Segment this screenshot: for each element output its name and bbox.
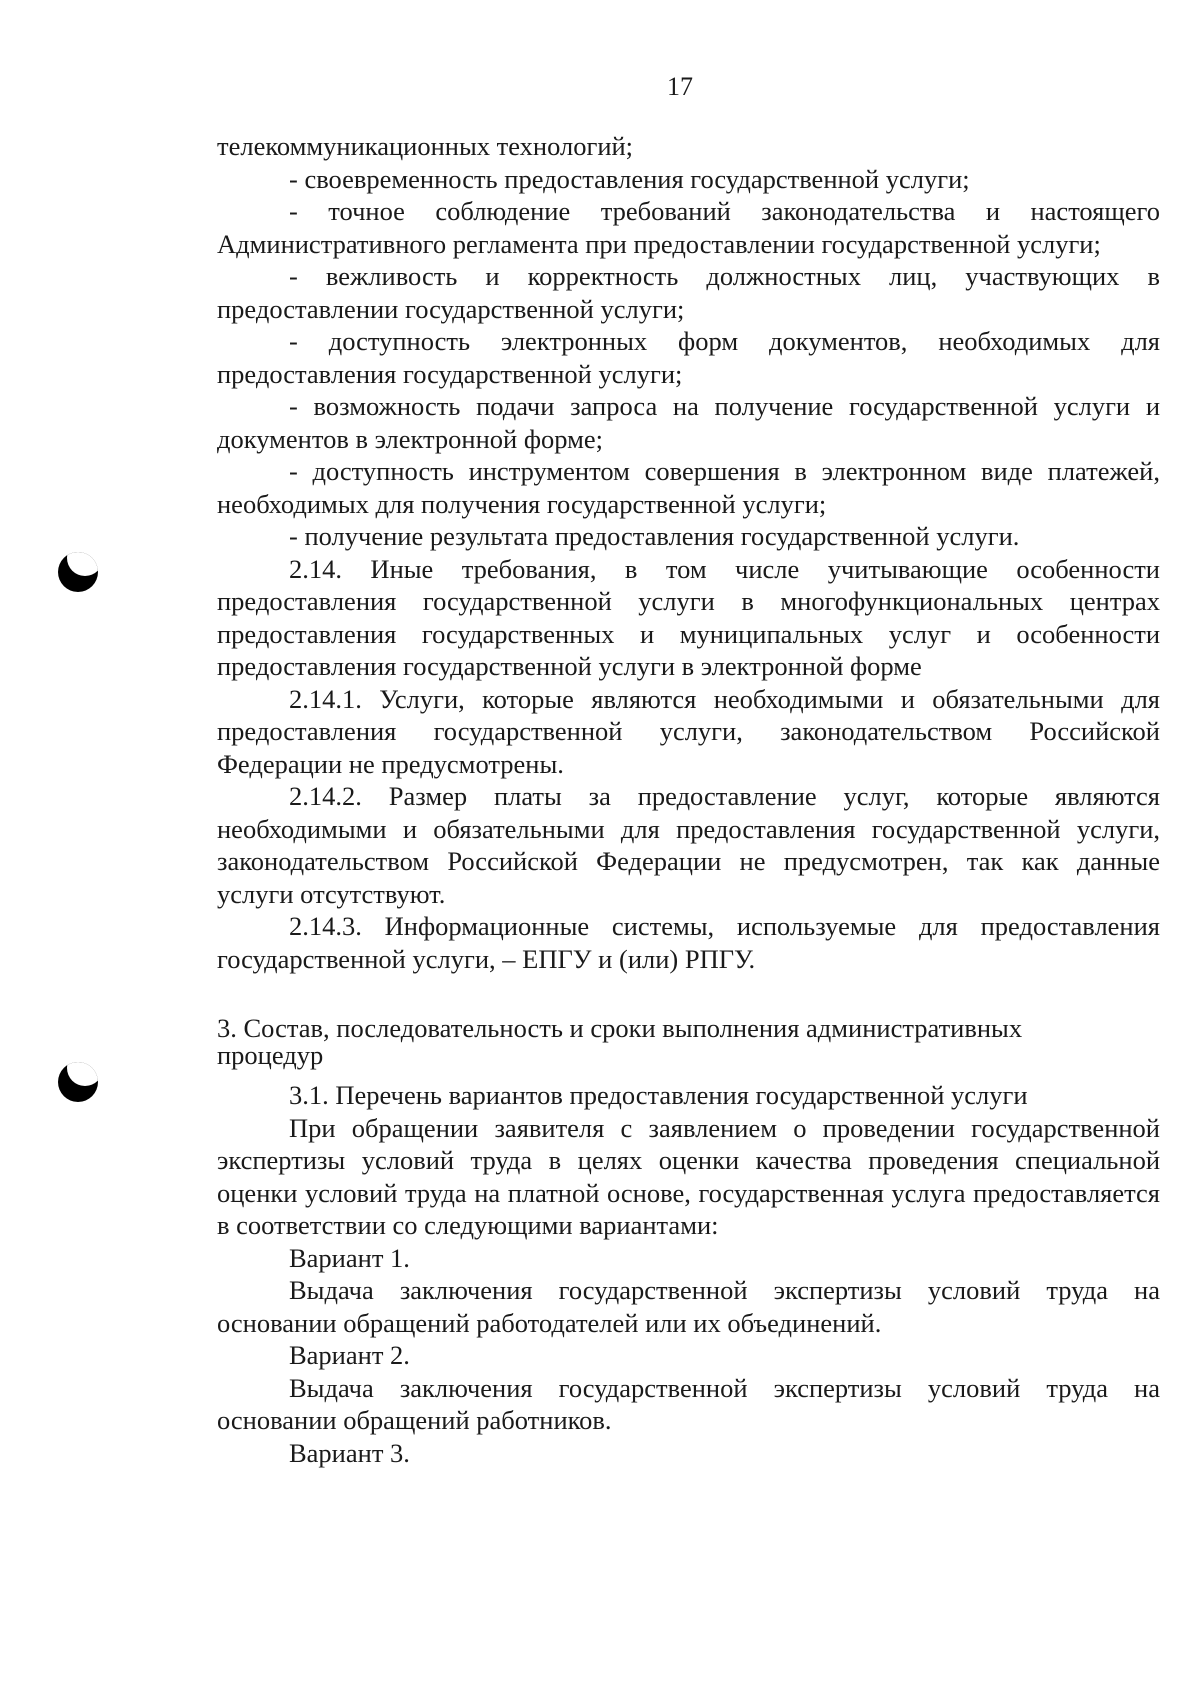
paragraph: - получение результата предоставления государственной услуги. bbox=[289, 521, 1020, 551]
paragraph: - доступность инструментом совершения в электронном виде платежей, необходимых для получения государственной услуги; bbox=[217, 456, 1160, 519]
section-heading: 3. Состав, последовательность и сроки выполнения административных процедур bbox=[217, 1013, 1023, 1070]
paragraph: - доступность электронных форм документов, необходимых для предоставления государственной услуги; bbox=[217, 326, 1160, 389]
paragraph: 2.14.1. Услуги, которые являются необходимыми и обязательными для предоставления государственной услуги, законодательством Российской Федерации не предусмотрены. bbox=[217, 683, 1160, 779]
paragraph: Выдача заключения государственной экспертизы условий труда на основании обращений работников. bbox=[217, 1372, 1160, 1435]
binder-hole-mark bbox=[58, 552, 98, 592]
paragraph: При обращении заявителя с заявлением о проведении государственной экспертизы условий труда в целях оценки качества проведения специальной оценки условий труда на платной основе, государственная услуга предоставляется в соответствии со следующими вариантами: bbox=[217, 1112, 1160, 1240]
paragraph-list-top bbox=[217, 130, 1160, 975]
paragraph: Вариант 3. bbox=[289, 1437, 410, 1468]
paragraph: телекоммуникационных технологий; bbox=[217, 131, 634, 161]
paragraph: Вариант 2. bbox=[289, 1340, 410, 1370]
paragraph: - вежливость и корректность должностных лиц, участвующих в предоставлении государственной услуги; bbox=[217, 261, 1160, 324]
paragraph: - возможность подачи запроса на получение государственной услуги и документов в электронной форме; bbox=[217, 391, 1160, 454]
paragraph: Выдача заключения государственной экспертизы условий труда на основании обращений работодателей или их объединений. bbox=[217, 1275, 1160, 1338]
paragraph: 2.14.2. Размер платы за предоставление услуг, которые являются необходимыми и обязательными для предоставления государственной услуги, законодательством Российской Федерации не предусмотрен, так как данные услуги отсутствуют. bbox=[217, 781, 1160, 909]
paragraph: 2.14. Иные требования, в том числе учитывающие особенности предоставления государственной услуги в многофункциональных центрах предоставления государственных и муниципальных услуг и особенности предоставления государственной услуги в электронной форме bbox=[217, 553, 1160, 681]
paragraph: 3.1. Перечень вариантов предоставления государственной услуги bbox=[289, 1080, 1028, 1110]
paragraph: - своевременность предоставления государственной услуги; bbox=[289, 163, 970, 194]
paragraph: Вариант 1. bbox=[289, 1242, 410, 1273]
paragraph: - точное соблюдение требований законодательства и настоящего Административного регламента при предоставлении государственной услуги; bbox=[217, 196, 1160, 259]
paragraph: 2.14.3. Информационные системы, используемые для предоставления государственной услуги, – ЕПГУ и (или) РПГУ. bbox=[217, 911, 1160, 974]
page-number: 17 bbox=[667, 72, 693, 101]
paragraph-list-bottom bbox=[217, 1079, 1160, 1469]
binder-hole-mark bbox=[58, 1062, 98, 1102]
document-body bbox=[217, 130, 1160, 1469]
